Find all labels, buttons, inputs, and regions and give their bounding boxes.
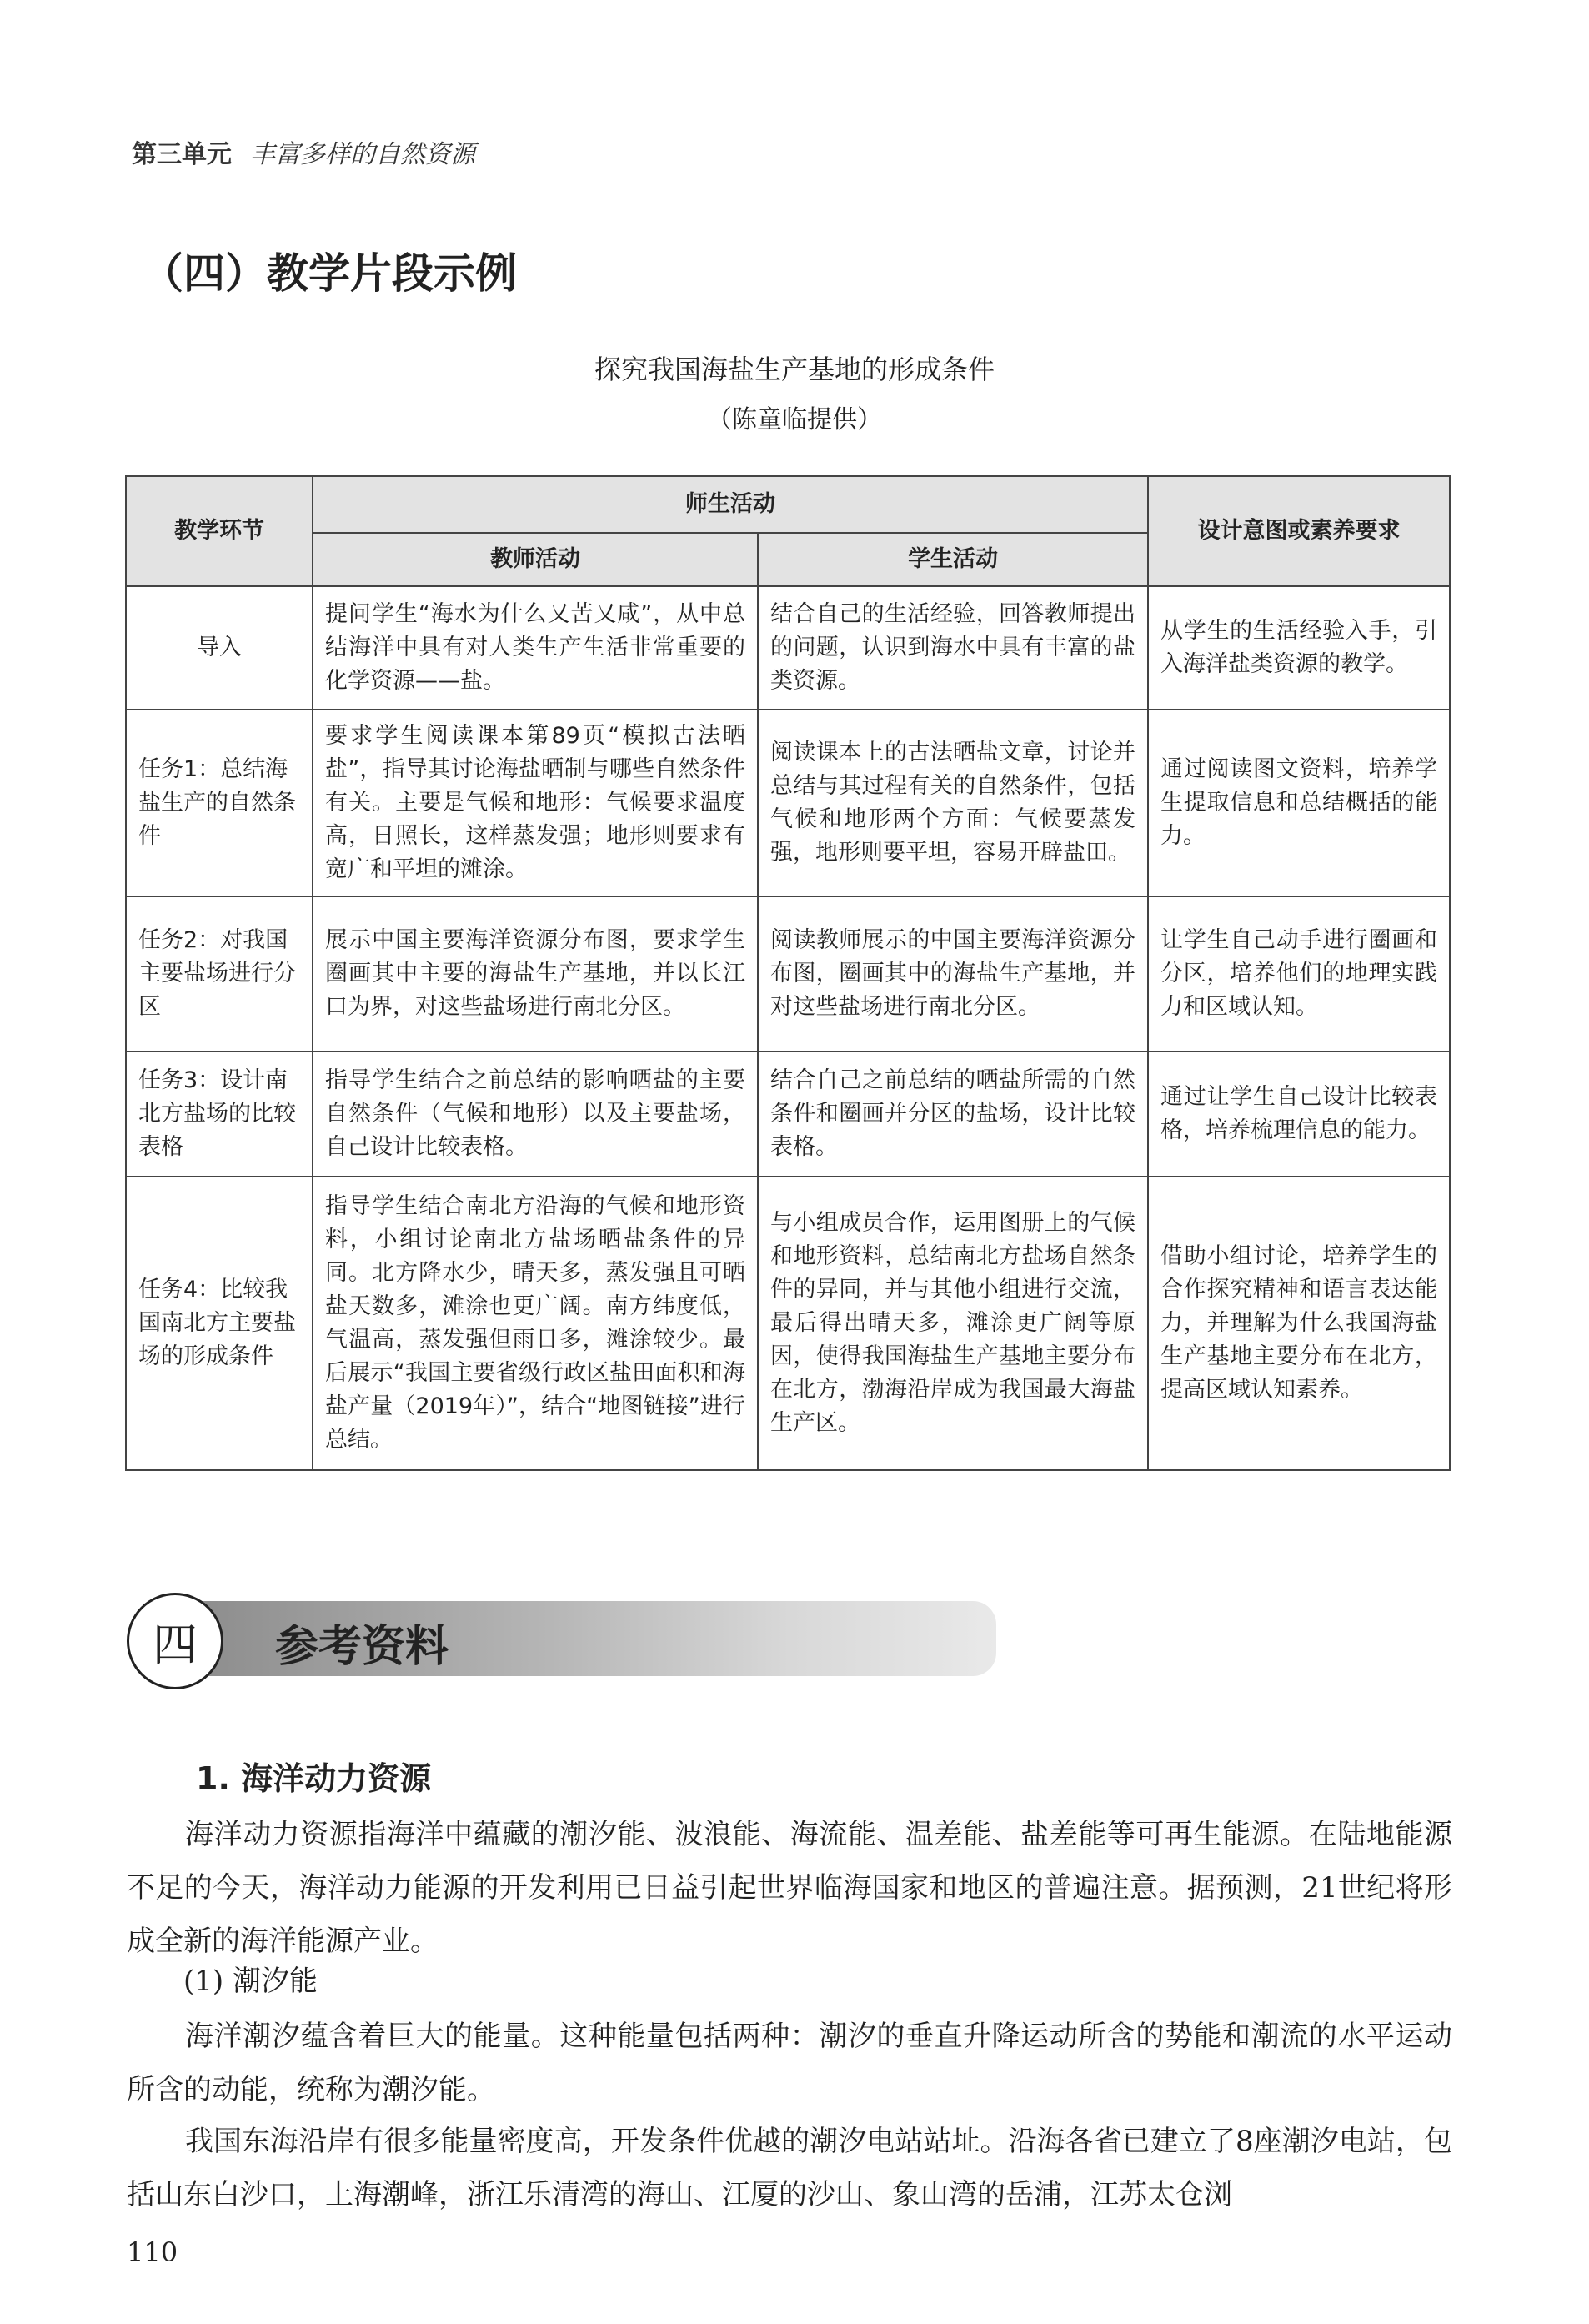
stage-cell: 导入 [126, 586, 313, 710]
table-row [126, 1052, 1450, 1177]
document-author: （陈童临提供） [707, 405, 882, 434]
table-row [126, 586, 1450, 710]
header-activities: 师生活动 [313, 476, 1148, 533]
subheading: 1. 海洋动力资源 [196, 1760, 432, 1797]
unit-subtitle: 丰富多样的自然资源 [250, 140, 475, 169]
teacher-cell: 展示中国主要海洋资源分布图，要求学生圈画其中主要的海盐生产基地，并以长江口为界，对这些盐场进行南北分区。 [313, 896, 758, 1052]
design-cell: 通过让学生自己设计比较表格，培养梳理信息的能力。 [1148, 1052, 1450, 1177]
paragraph: 我国东海沿岸有很多能量密度高，开发条件优越的潮汐电站站址。沿海各省已建立了8座潮汐电站，包括山东白沙口，上海潮峰，浙江乐清湾的海山、江厦的沙山、象山湾的岳浦，江苏太仓浏 [127, 2125, 1452, 2211]
section-title: （四）教学片段示例 [142, 248, 517, 298]
table-row [126, 896, 1450, 1052]
reference-title: 参考资料 [275, 1621, 449, 1672]
stage-cell: 任务1：总结海盐生产的自然条件 [126, 710, 313, 896]
paragraph: 海洋动力资源指海洋中蕴藏的潮汐能、波浪能、海流能、温差能、盐差能等可再生能源。在陆地能源不足的今天，海洋动力能源的开发利用已日益引起世界临海国家和地区的普遍注意。据预测，21世纪将形成全新的海洋能源产业。 [127, 1818, 1452, 1958]
header-teacher: 教师活动 [313, 533, 758, 586]
teacher-cell: 提问学生“海水为什么又苦又咸”，从中总结海洋中具有对人类生产生活非常重要的化学资源——盐。 [313, 586, 758, 710]
stage-cell: 任务2：对我国主要盐场进行分区 [126, 896, 313, 1052]
student-cell: 结合自己的生活经验，回答教师提出的问题，认识到海水中具有丰富的盐类资源。 [758, 586, 1148, 710]
student-cell: 阅读教师展示的中国主要海洋资源分布图，圈画其中的海盐生产基地，并对这些盐场进行南北分区。 [758, 896, 1148, 1052]
design-cell: 让学生自己动手进行圈画和分区，培养他们的地理实践力和区域认知。 [1148, 896, 1450, 1052]
table-row [126, 1177, 1450, 1470]
teacher-cell: 要求学生阅读课本第89页“模拟古法晒盐”，指导其讨论海盐晒制与哪些自然条件有关。主要是气候和地形：气候要求温度高，日照长，这样蒸发强；地形则要求有宽广和平坦的滩涂。 [313, 710, 758, 896]
unit-label: 第三单元 [132, 140, 232, 169]
page-number: 110 [127, 2236, 178, 2268]
student-cell: 结合自己之前总结的晒盐所需的自然条件和圈画并分区的盐场，设计比较表格。 [758, 1052, 1148, 1177]
header-student: 学生活动 [758, 533, 1148, 586]
design-cell: 通过阅读图文资料，培养学生提取信息和总结概括的能力。 [1148, 710, 1450, 896]
design-cell: 从学生的生活经验入手，引入海洋盐类资源的教学。 [1148, 586, 1450, 710]
stage-cell: 任务3：设计南北方盐场的比较表格 [126, 1052, 313, 1177]
paragraph: 海洋潮汐蕴含着巨大的能量。这种能量包括两种：潮汐的垂直升降运动所含的势能和潮流的水平运动所含的动能，统称为潮汐能。 [127, 2020, 1452, 2106]
student-cell: 阅读课本上的古法晒盐文章，讨论并总结与其过程有关的自然条件，包括气候和地形两个方面：气候要蒸发强，地形则要平坦，容易开辟盐田。 [758, 710, 1148, 896]
teacher-cell: 指导学生结合之前总结的影响晒盐的主要自然条件（气候和地形）以及主要盐场，自己设计比较表格。 [313, 1052, 758, 1177]
table-row [126, 710, 1450, 896]
teacher-cell: 指导学生结合南北方沿海的气候和地形资料，小组讨论南北方盐场晒盐条件的异同。北方降水少，晴天多，蒸发强且可晒盐天数多，滩涂也更广阔。南方纬度低，气温高，蒸发强但雨日多，滩涂较少。最后展示“我国主要省级行政区盐田面积和海盐产量（2019年）”，结合“地图链接”进行总结。 [313, 1177, 758, 1470]
header-design: 设计意图或素养要求 [1148, 476, 1450, 586]
stage-cell: 任务4：比较我国南北方主要盐场的形成条件 [126, 1177, 313, 1470]
design-cell: 借助小组讨论，培养学生的合作探究精神和语言表达能力，并理解为什么我国海盐生产基地主要分布在北方，提高区域认知素养。 [1148, 1177, 1450, 1470]
section-number-badge: 四 [127, 1593, 223, 1689]
lesson-table [125, 475, 1451, 1471]
item-heading: (1) 潮汐能 [183, 1965, 318, 1998]
student-cell: 与小组成员合作，运用图册上的气候和地形资料，总结南北方盐场自然条件的异同，并与其他小组进行交流，最后得出晴天多，滩涂更广阔等原因，使得我国海盐生产基地主要分布在北方，渤海沿岸成为我国最大海盐生产区。 [758, 1177, 1148, 1470]
document-title: 探究我国海盐生产基地的形成条件 [594, 354, 995, 385]
header-stage: 教学环节 [126, 476, 313, 586]
